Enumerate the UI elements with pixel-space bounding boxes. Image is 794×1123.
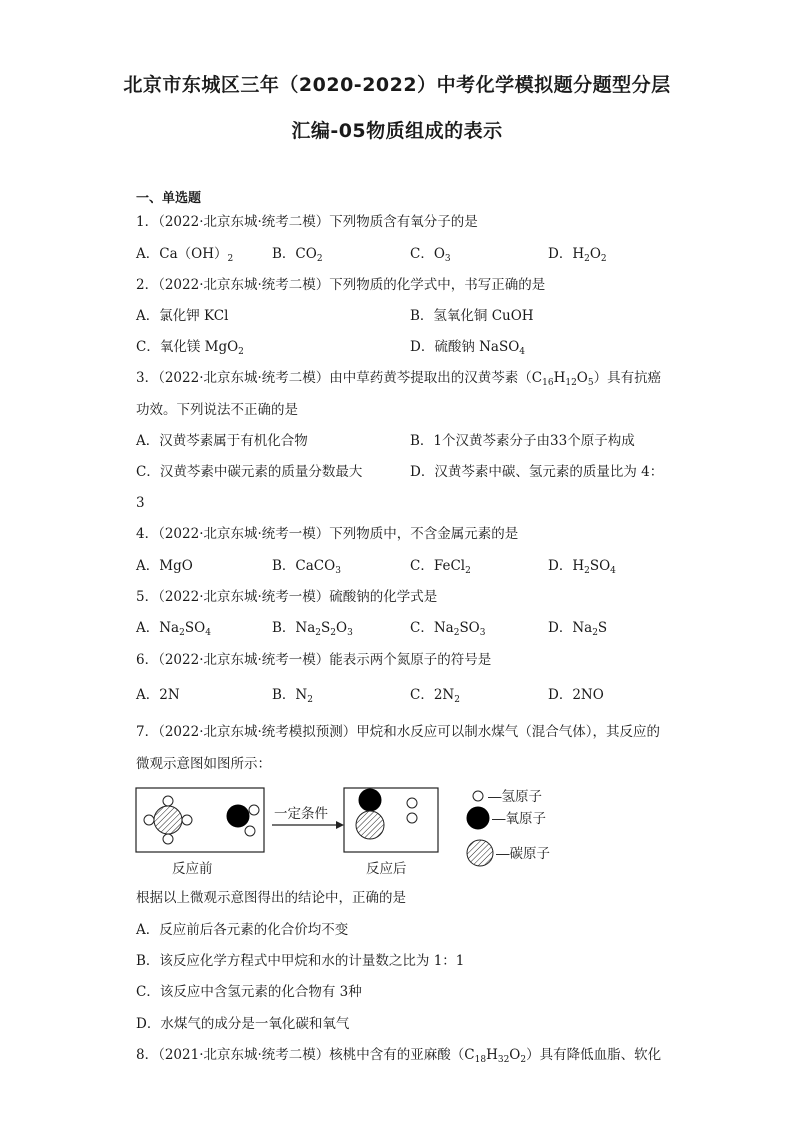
question-6-option-d: D．2NO [548, 687, 604, 703]
question-6-option-a: A．2N [136, 687, 180, 703]
question-2-option-b: B．氢氧化铜 CuOH [410, 308, 534, 324]
methane-hydrogen-atom [144, 815, 154, 825]
question-7-option-d: D．水煤气的成分是一氧化碳和氧气 [136, 1016, 350, 1032]
document-title-line1: 北京市东城区三年（2020-2022）中考化学模拟题分题型分层 [123, 74, 671, 96]
reaction-arrowhead [336, 821, 344, 829]
question-1-option-b: B．$CO_2$ [272, 246, 323, 264]
legend-carbon-label: —碳原子 [496, 846, 550, 861]
question-4-option-c: C．FeCl$_2$ [410, 558, 471, 576]
question-3-option-c: C．汉黄芩素中碳元素的质量分数最大 [136, 464, 363, 480]
question-7-stem-line2: 微观示意图如图所示： [136, 756, 271, 772]
h2-hydrogen-atom [407, 813, 417, 823]
reaction-diagram [128, 780, 598, 880]
question-3-stem: 3．（2022·北京东城·统考二模）由中草药黄芩提取出的汉黄芩素$(C_{16}H_{12}O_5)$具有抗癌 [136, 370, 662, 388]
question-7-option-c: C．该反应中含氢元素的化合物有 3种 [136, 984, 362, 1000]
question-6-stem: 6．（2022·北京东城·统考一模）能表示两个氮原子的符号是 [136, 652, 492, 668]
co-oxygen-atom [359, 789, 381, 811]
question-2-option-d: D．硫酸钠 NaSO$_4$ [410, 339, 526, 357]
methane-hydrogen-atom [163, 834, 173, 844]
question-5-option-b: B．$Na_2S_2O_3$ [272, 620, 353, 638]
question-6-option-c: C．$2N_2$ [410, 687, 460, 705]
before-caption: 反应前 [172, 861, 213, 876]
question-4-stem: 4．（2022·北京东城·统考一模）下列物质中，不含金属元素的是 [136, 526, 519, 542]
h2-hydrogen-atom [407, 798, 417, 808]
question-3-option-d-cont: 3 [136, 495, 145, 511]
question-7-prompt: 根据以上微观示意图得出的结论中，正确的是 [136, 890, 406, 906]
question-5-option-c: C．$Na_2SO_3$ [410, 620, 486, 638]
methane-carbon-atom [154, 806, 182, 834]
legend-hydrogen-label: —氢原子 [488, 789, 542, 804]
legend-oxygen-label: —氧原子 [492, 811, 546, 826]
question-1-option-c: C．$O_3$ [410, 246, 451, 264]
question-2-option-c: C．氧化镁 MgO$_2$ [136, 339, 244, 357]
question-5-option-d: D．$Na_2S$ [548, 620, 608, 638]
question-7-stem: 7．（2022·北京东城·统考模拟预测）甲烷和水反应可以制水煤气（混合气体），其反应的 [136, 724, 661, 740]
question-2-option-a: A．氯化钾 KCl [136, 308, 229, 324]
document-title-line2: 汇编-05物质组成的表示 [291, 120, 503, 142]
legend-hydrogen-atom [473, 791, 483, 801]
question-4-option-b: B．CaCO$_3$ [272, 558, 341, 576]
question-6-option-b: B．$N_2$ [272, 687, 313, 705]
question-5-stem: 5．（2022·北京东城·统考一模）硫酸钠的化学式是 [136, 589, 438, 605]
question-1-option-d: D．$H_2O_2$ [548, 246, 607, 264]
question-3-option-a: A．汉黄芩素属于有机化合物 [136, 433, 308, 449]
question-3-option-d: D．汉黄芩素中碳、氢元素的质量比为 4： [410, 464, 664, 480]
question-1-option-a: A．$Ca(OH)_2$ [136, 246, 234, 264]
water-hydrogen-atom [249, 805, 259, 815]
methane-hydrogen-atom [182, 815, 192, 825]
question-1-stem: 1．（2022·北京东城·统考二模）下列物质含有氧分子的是 [136, 214, 478, 230]
question-4-option-a: A．MgO [136, 558, 193, 574]
question-7-option-a: A．反应前后各元素的化合价均不变 [136, 922, 349, 938]
question-2-stem: 2．（2022·北京东城·统考二模）下列物质的化学式中，书写正确的是 [136, 277, 546, 293]
water-oxygen-atom [227, 805, 249, 827]
question-4-option-d: D．$H_2SO_4$ [548, 558, 616, 576]
question-5-option-a: A．$Na_2SO_4$ [136, 620, 211, 638]
arrow-condition-label: 一定条件 [274, 806, 328, 821]
after-caption: 反应后 [366, 861, 407, 876]
methane-hydrogen-atom [163, 796, 173, 806]
question-8-stem: 8．（2021·北京东城·统考二模）核桃中含有的亚麻酸$(C_{18}H_{32}O_2)$具有降低血脂、软化 [136, 1047, 662, 1065]
co-carbon-atom [356, 811, 384, 839]
legend-carbon-atom [467, 840, 493, 866]
section-heading: 一、单选题 [136, 191, 202, 206]
reaction-diagram-svg [128, 780, 598, 880]
question-3-option-b: B．1个汉黄芩素分子由33个原子构成 [410, 433, 635, 449]
water-hydrogen-atom [245, 826, 255, 836]
legend-oxygen-atom [467, 807, 489, 829]
question-3-stem-line2: 功效。下列说法不正确的是 [136, 402, 298, 418]
question-7-option-b: B．该反应化学方程式中甲烷和水的计量数之比为 1：1 [136, 953, 465, 969]
